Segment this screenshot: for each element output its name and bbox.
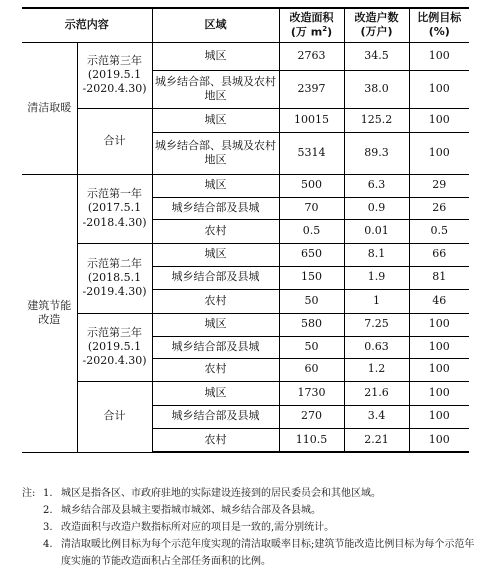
ratio-cell: 46: [409, 289, 469, 313]
sqm-cell: 5314: [279, 132, 344, 174]
sqm-cell: 60: [279, 358, 344, 381]
sqm-cell: 580: [279, 313, 344, 336]
ratio-cell: 100: [409, 42, 469, 70]
sqm-cell: 50: [279, 336, 344, 358]
period-name: 示范第三年: [87, 53, 142, 67]
period-cell: [77, 243, 152, 313]
area-cell: 农村: [152, 358, 279, 381]
ratio-cell: 100: [409, 313, 469, 336]
area-cell: 城乡结合部及县城: [152, 336, 279, 358]
table-row: [22, 108, 469, 132]
sqm-cell: 150: [279, 266, 344, 289]
households-cell: 89.3: [344, 132, 409, 174]
households-cell: 1.9: [344, 266, 409, 289]
table-row: [22, 243, 469, 266]
sqm-cell: 270: [279, 405, 344, 428]
area-cell: 城区: [152, 174, 279, 197]
area-cell: 城乡结合部、县城及农村地区: [152, 132, 279, 174]
period-name: 示范第三年: [87, 325, 142, 339]
ratio-cell: 100: [409, 336, 469, 358]
period-cell: [77, 42, 152, 108]
table-row: [22, 313, 469, 336]
area-cell: 城乡结合部及县城: [152, 266, 279, 289]
header-hh-unit: (万户): [360, 25, 393, 39]
area-cell: 城区: [152, 381, 279, 405]
ratio-cell: 100: [409, 428, 469, 452]
ratio-cell: 66: [409, 243, 469, 266]
section-clean-heating: 清洁取暖: [22, 42, 77, 174]
header-households: [344, 8, 409, 42]
ratio-cell: 26: [409, 197, 469, 219]
ratio-cell: 29: [409, 174, 469, 197]
ratio-cell: 0.5: [409, 219, 469, 243]
header-pct-unit: (%): [428, 25, 450, 39]
table-row: [22, 42, 469, 70]
note-item: [22, 485, 477, 502]
period-dates: (2017.5.1 -2018.4.30): [82, 201, 147, 229]
notes-label: 注:: [22, 488, 36, 499]
households-cell: 1.2: [344, 358, 409, 381]
note-number: 2.: [43, 505, 53, 516]
note-number: 3.: [43, 522, 53, 533]
sqm-cell: 50: [279, 289, 344, 313]
households-cell: 0.01: [344, 219, 409, 243]
sqm-cell: 500: [279, 174, 344, 197]
table-row: [22, 381, 469, 405]
households-cell: 125.2: [344, 108, 409, 132]
note-number: 4.: [43, 539, 53, 550]
sqm-cell: 10015: [279, 108, 344, 132]
period-dates: (2019.5.1 -2020.4.30): [82, 339, 147, 368]
period-cell: [77, 174, 152, 243]
sqm-cell: 0.5: [279, 219, 344, 243]
header-sqm-title: 改造面积: [289, 10, 334, 24]
note-text: 清洁取暖比例目标为每个示范年度实现的清洁取暖率目标;建筑节能改造比例目标为每个示范年度实施的节能改造面积占全部任务面积的比例。: [61, 539, 475, 567]
ratio-cell: 100: [409, 70, 469, 108]
sqm-cell: 110.5: [279, 428, 344, 452]
households-cell: 0.9: [344, 197, 409, 219]
households-cell: 0.63: [344, 336, 409, 358]
header-pct-title: 比例目标: [417, 10, 462, 24]
ratio-cell: 100: [409, 381, 469, 405]
area-cell: 城区: [152, 243, 279, 266]
note-text: 改造面积与改造户数指标所对应的项目是一致的,需分别统计。: [61, 522, 335, 533]
area-cell: 城区: [152, 108, 279, 132]
households-cell: 8.1: [344, 243, 409, 266]
note-number: 1.: [43, 488, 53, 499]
note-item: [22, 502, 477, 519]
households-cell: 34.5: [344, 42, 409, 70]
header-area-sqm: [279, 8, 344, 42]
area-cell: 城区: [152, 313, 279, 336]
households-cell: 3.4: [344, 405, 409, 428]
period-cell: [77, 313, 152, 381]
ratio-cell: 100: [409, 405, 469, 428]
table-notes: [22, 485, 477, 570]
header-hh-title: 改造户数: [354, 10, 399, 24]
period-name: 示范第二年: [87, 256, 142, 270]
sqm-cell: 2397: [279, 70, 344, 108]
area-cell: 城区: [152, 42, 279, 70]
sqm-cell: 650: [279, 243, 344, 266]
households-cell: 6.3: [344, 174, 409, 197]
table-row: [22, 174, 469, 197]
ratio-cell: 81: [409, 266, 469, 289]
area-cell: 农村: [152, 219, 279, 243]
section-building-retrofit: 建筑节能改造: [22, 174, 77, 452]
households-cell: 38.0: [344, 70, 409, 108]
header-sqm-unit: (万 $m^2$): [290, 24, 333, 39]
households-cell: 2.21: [344, 428, 409, 452]
demo-targets-table: [22, 7, 469, 453]
header-category: 示范内容: [22, 8, 152, 42]
sqm-cell: 2763: [279, 42, 344, 70]
period-total: 合计: [77, 381, 152, 452]
sqm-cell: 1730: [279, 381, 344, 405]
note-text: 城区是指各区、市政府驻地的实际建设连接到的居民委员会和其他区域。: [61, 488, 381, 499]
area-cell: 城乡结合部及县城: [152, 197, 279, 219]
households-cell: 1: [344, 289, 409, 313]
header-row: [22, 8, 469, 42]
note-text: 城乡结合部及县城主要指城市城郊、城乡结合部及各县城。: [61, 505, 321, 516]
ratio-cell: 100: [409, 132, 469, 174]
period-dates: (2019.5.1 -2020.4.30): [82, 67, 147, 96]
period-name: 示范第一年: [87, 187, 142, 201]
area-cell: 城乡结合部、县城及农村地区: [152, 70, 279, 108]
header-ratio-target: [409, 8, 469, 42]
note-item: [22, 536, 477, 570]
period-total: 合计: [77, 108, 152, 174]
area-cell: 农村: [152, 428, 279, 452]
ratio-cell: 100: [409, 108, 469, 132]
area-cell: 农村: [152, 289, 279, 313]
note-item: [22, 519, 477, 536]
ratio-cell: 100: [409, 358, 469, 381]
header-area: 区域: [152, 8, 279, 42]
sqm-cell: 70: [279, 197, 344, 219]
households-cell: 21.6: [344, 381, 409, 405]
area-cell: 城乡结合部及县城: [152, 405, 279, 428]
period-dates: (2018.5.1 -2019.4.30): [82, 270, 147, 299]
households-cell: 7.25: [344, 313, 409, 336]
